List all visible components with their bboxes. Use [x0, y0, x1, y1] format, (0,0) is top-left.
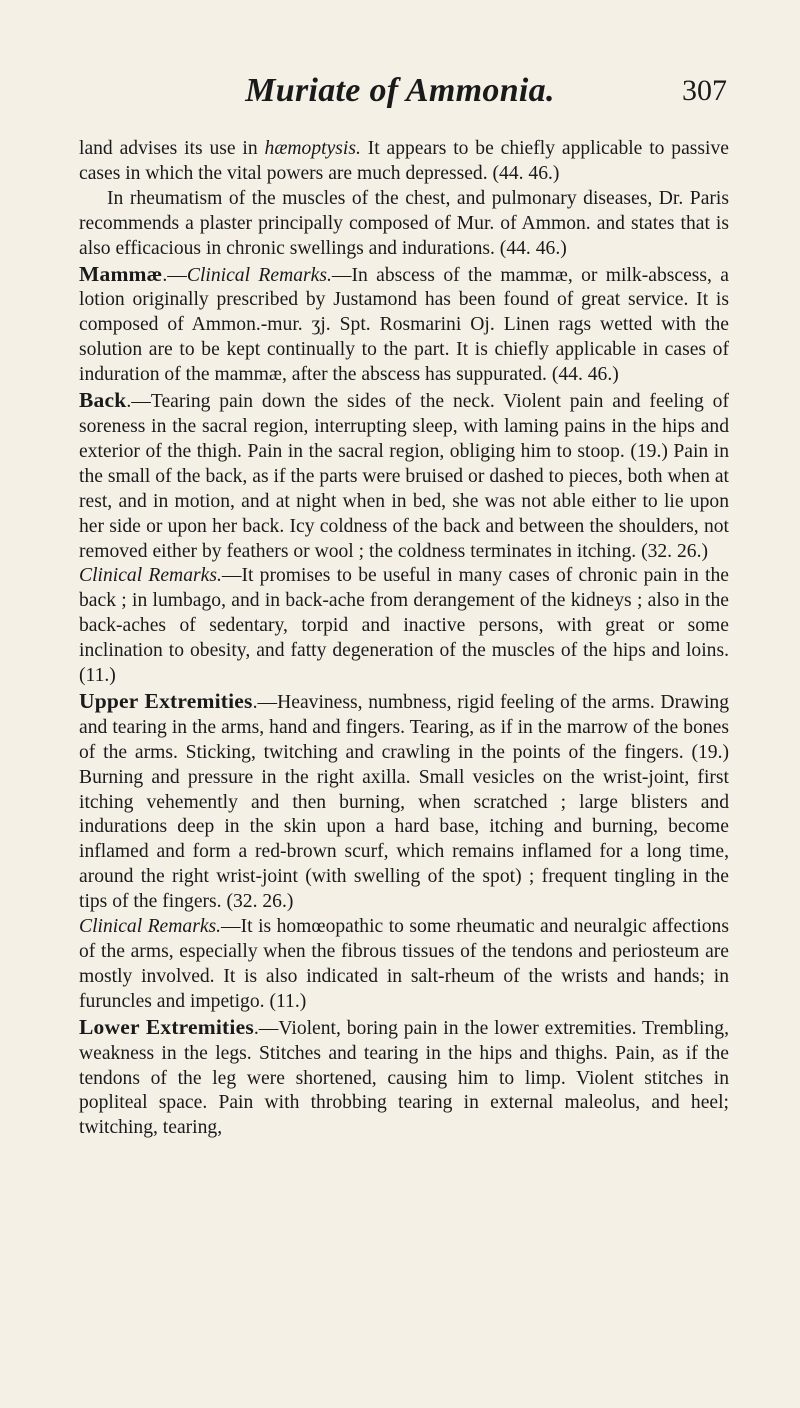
body-text — [79, 137, 729, 1141]
italic-text: hæmoptysis. — [264, 138, 361, 159]
paragraph-p8 — [79, 1015, 729, 1142]
text-run: —It is homœopathic to some rheumatic and neuralgic affections of the arms, especially when the fibrous tissues of the tendons and periosteum are mostly involved. It is also indicated in salt-rheum of the wrists and hands; in furuncles and impetigo. (11.) — [79, 916, 729, 1012]
text-run: In rheumatism of the muscles of the chest, and pulmonary diseases, Dr. Paris recommends a plaster principally composed of Mur. of Ammon. and states that is also efficacious in chronic swellings and indurations. (44. 46.) — [79, 187, 729, 259]
paragraph-p6 — [79, 689, 729, 915]
section-heading: Upper Extremities — [79, 688, 253, 713]
italic-text: Clinical Remarks. — [186, 264, 332, 286]
paragraph-p1 — [79, 137, 729, 187]
text-run: .—Violent, boring pain in the lower extremities. Trembling, weakness in the legs. Stitches and tearing in the hips and thighs. Pain, as if the tendons of the leg were shortened, causing him to limp. Violent stitches in popliteal space. Pain with throbbing tearing in external maleolus, and heel; twitching, tearing, — [79, 1017, 729, 1139]
paragraph-p4 — [79, 388, 729, 564]
page-number: 307 — [682, 74, 727, 107]
text-run: It appears to be chiefly applicable to passive cases in which the vital powers are much depressed. (44. 46.) — [79, 138, 729, 184]
section-heading: Mammæ — [79, 261, 163, 286]
paragraph-p2 — [79, 187, 729, 262]
italic-text: Clinical Remarks. — [79, 565, 222, 587]
text-run: —In abscess of the mammæ, or milk-abscess, a lotion originally prescribed by Justamond has been found of great service. It is composed of Ammon.-mur. ʒj. Spt. Rosmarini Oj. Linen rags wetted with the solution are to be kept continually to the part. It is chiefly applicable in cases of induration of the mammæ, after the abscess has suppurated. (44. 46.) — [79, 264, 729, 386]
section-heading: Lower Extremities — [79, 1014, 254, 1039]
paragraph-p7 — [79, 915, 729, 1015]
page-header — [0, 70, 800, 120]
paragraph-p3 — [79, 262, 729, 389]
running-title: Muriate of Ammonia. — [245, 72, 555, 109]
italic-text: Clinical Remarks. — [79, 916, 222, 938]
section-heading: Back — [79, 388, 127, 413]
text-run: .—Tearing pain down the sides of the neck. Violent pain and feeling of soreness in the sacral region, interrupting sleep, with laming pains in the hips and exterior of the thigh. Pain in the sacral region, obliging him to stoop. (19.) Pain in the small of the back, as if the parts were bruised or dashed to pieces, both when at rest, and in motion, and at night when in bed, she was not able either to lie upon her side or upon her back. Icy coldness of the back and between the shoulders, not removed either by feathers or wool ; the coldness terminates in itching. (32. 26.) — [79, 391, 729, 562]
paragraph-p5 — [79, 564, 729, 689]
text-run: .— — [162, 264, 187, 286]
text-run: land advises its use in — [79, 138, 265, 159]
text-run: .—Heaviness, numbness, rigid feeling of the arms. Drawing and tearing in the arms, hand and fingers. Tearing, as if in the marrow of the bones of the arms. Sticking, twitching and crawling in the points of the fingers. (19.) Burning and pressure in the right axilla. Small vesicles on the wrist-joint, first itching vehemently and then burning, when scratched ; large blisters and indurations deep in the skin upon a hard base, itching and burning, become inflamed and form a red-brown scurf, which remains inflamed for a long time, around the right wrist-joint (with swelling of the spot) ; frequent tingling in the tips of the fingers. (32. 26.) — [79, 691, 729, 913]
text-run: —It promises to be useful in many cases of chronic pain in the back ; in lumbago, and in back-ache from derangement of the kidneys ; also in the back-aches of sedentary, torpid and inactive persons, with great or some inclination to obesity, and fatty degeneration of the muscles of the hips and loins. (11.) — [79, 565, 729, 687]
